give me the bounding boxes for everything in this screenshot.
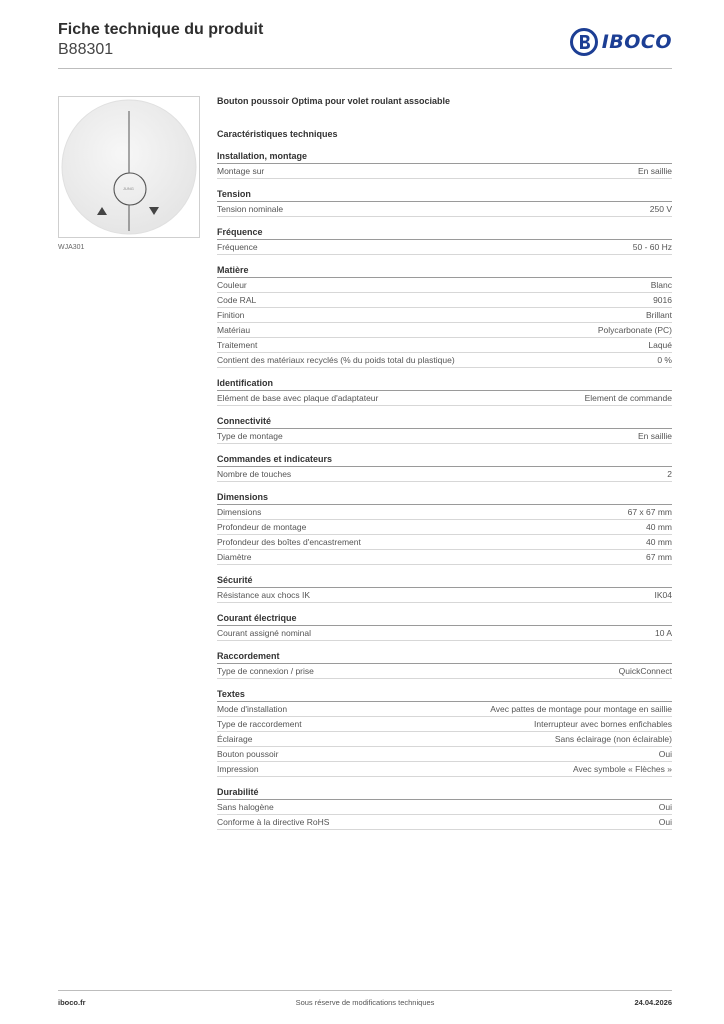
spec-group-title: Commandes et indicateurs bbox=[217, 454, 672, 467]
spec-row bbox=[217, 747, 672, 762]
spec-value: 67 mm bbox=[646, 552, 672, 562]
spec-label: Tension nominale bbox=[217, 204, 284, 214]
page-footer bbox=[58, 998, 672, 1010]
spec-heading: Caractéristiques techniques bbox=[217, 129, 338, 139]
product-reference: B88301 bbox=[58, 41, 114, 58]
logo-wordmark: IBOCO bbox=[601, 31, 672, 53]
spec-row bbox=[217, 800, 672, 815]
spec-value: Blanc bbox=[650, 280, 672, 290]
spec-value: 50 - 60 Hz bbox=[632, 242, 672, 252]
product-image bbox=[58, 96, 200, 238]
spec-value: QuickConnect bbox=[618, 666, 672, 676]
spec-value: 67 x 67 mm bbox=[627, 507, 672, 517]
spec-row bbox=[217, 535, 672, 550]
logo-emblem-icon bbox=[570, 28, 598, 56]
spec-value: 9016 bbox=[653, 295, 672, 305]
spec-row bbox=[217, 429, 672, 444]
spec-value: Laqué bbox=[648, 340, 672, 350]
spec-value: En saillie bbox=[637, 166, 672, 176]
document-title: Fiche technique du produit bbox=[58, 21, 264, 38]
spec-group-title: Fréquence bbox=[217, 227, 672, 240]
spec-row bbox=[217, 588, 672, 603]
image-caption: WJA301 bbox=[58, 244, 85, 251]
spec-value: Brillant bbox=[646, 310, 672, 320]
spec-group-title: Tension bbox=[217, 189, 672, 202]
spec-label: Matériau bbox=[217, 325, 251, 335]
spec-value: En saillie bbox=[637, 431, 672, 441]
spec-row bbox=[217, 550, 672, 565]
spec-group bbox=[217, 787, 672, 830]
spec-group-title: Matière bbox=[217, 265, 672, 278]
spec-group-title: Courant électrique bbox=[217, 613, 672, 626]
spec-row bbox=[217, 323, 672, 338]
spec-row bbox=[217, 732, 672, 747]
spec-row bbox=[217, 762, 672, 777]
spec-row bbox=[217, 308, 672, 323]
spec-label: Éclairage bbox=[217, 734, 253, 744]
spec-row bbox=[217, 391, 672, 406]
spec-label: Elément de base avec plaque d'adaptateur bbox=[217, 393, 379, 403]
spec-row bbox=[217, 278, 672, 293]
spec-row bbox=[217, 520, 672, 535]
spec-group bbox=[217, 689, 672, 777]
spec-group bbox=[217, 454, 672, 482]
spec-group-title: Sécurité bbox=[217, 575, 672, 588]
spec-value: 2 bbox=[667, 469, 672, 479]
spec-value: 40 mm bbox=[646, 537, 672, 547]
spec-row bbox=[217, 338, 672, 353]
spec-label: Montage sur bbox=[217, 166, 265, 176]
spec-row bbox=[217, 505, 672, 520]
spec-row bbox=[217, 467, 672, 482]
spec-row bbox=[217, 626, 672, 641]
spec-group-title: Connectivité bbox=[217, 416, 672, 429]
footer-divider bbox=[58, 990, 672, 991]
spec-group bbox=[217, 378, 672, 406]
spec-value: Oui bbox=[658, 749, 672, 759]
spec-value: Avec symbole « Flèches » bbox=[572, 764, 672, 774]
spec-label: Résistance aux chocs IK bbox=[217, 590, 311, 600]
spec-label: Profondeur de montage bbox=[217, 522, 307, 532]
spec-value: Element de commande bbox=[584, 393, 672, 403]
spec-value: 40 mm bbox=[646, 522, 672, 532]
device-brand-label: JUNG bbox=[123, 186, 134, 191]
spec-group bbox=[217, 651, 672, 679]
spec-label: Diamètre bbox=[217, 552, 252, 562]
spec-label: Nombre de touches bbox=[217, 469, 292, 479]
spec-group-title: Durabilité bbox=[217, 787, 672, 800]
spec-value: 10 A bbox=[654, 628, 672, 638]
spec-label: Bouton poussoir bbox=[217, 749, 279, 759]
spec-row bbox=[217, 717, 672, 732]
spec-group bbox=[217, 265, 672, 368]
spec-label: Sans halogène bbox=[217, 802, 274, 812]
header-divider bbox=[58, 68, 672, 69]
spec-group bbox=[217, 613, 672, 641]
product-name: Bouton poussoir Optima pour volet roulant associable bbox=[217, 96, 451, 106]
spec-label: Contient des matériaux recyclés (% du poids total du plastique) bbox=[217, 355, 455, 365]
spec-value: Interrupteur avec bornes enfichables bbox=[534, 719, 672, 729]
spec-row bbox=[217, 702, 672, 717]
spec-label: Dimensions bbox=[217, 507, 262, 517]
spec-group bbox=[217, 151, 672, 179]
spec-label: Finition bbox=[217, 310, 245, 320]
spec-label: Traitement bbox=[217, 340, 258, 350]
spec-row bbox=[217, 353, 672, 368]
spec-group-title: Identification bbox=[217, 378, 672, 391]
spec-label: Code RAL bbox=[217, 295, 257, 305]
spec-label: Type de montage bbox=[217, 431, 283, 441]
spec-label: Courant assigné nominal bbox=[217, 628, 312, 638]
footer-date: 24.04.2026 bbox=[634, 998, 672, 1007]
footer-notice: Sous réserve de modifications techniques bbox=[295, 998, 435, 1007]
spec-value: 250 V bbox=[649, 204, 672, 214]
spec-value: Sans éclairage (non éclairable) bbox=[554, 734, 672, 744]
spec-value: Oui bbox=[658, 802, 672, 812]
spec-label: Fréquence bbox=[217, 242, 258, 252]
spec-groups bbox=[217, 151, 672, 830]
spec-value: Polycarbonate (PC) bbox=[597, 325, 672, 335]
spec-row bbox=[217, 664, 672, 679]
spec-value: 0 % bbox=[657, 355, 672, 365]
spec-group bbox=[217, 575, 672, 603]
spec-label: Type de connexion / prise bbox=[217, 666, 314, 676]
spec-group-title: Raccordement bbox=[217, 651, 672, 664]
spec-label: Impression bbox=[217, 764, 259, 774]
spec-row bbox=[217, 164, 672, 179]
spec-label: Conforme à la directive RoHS bbox=[217, 817, 330, 827]
spec-group bbox=[217, 227, 672, 255]
spec-group-title: Dimensions bbox=[217, 492, 672, 505]
spec-group bbox=[217, 492, 672, 565]
spec-row bbox=[217, 815, 672, 830]
push-button-illustration bbox=[59, 97, 199, 237]
spec-value: Oui bbox=[658, 817, 672, 827]
spec-group-title: Installation, montage bbox=[217, 151, 672, 164]
spec-row bbox=[217, 202, 672, 217]
spec-group bbox=[217, 416, 672, 444]
spec-row bbox=[217, 240, 672, 255]
spec-label: Type de raccordement bbox=[217, 719, 302, 729]
spec-value: Avec pattes de montage pour montage en saillie bbox=[490, 704, 672, 714]
footer-website: iboco.fr bbox=[58, 998, 86, 1007]
brand-logo bbox=[570, 28, 672, 56]
spec-content bbox=[217, 94, 672, 830]
spec-label: Mode d'installation bbox=[217, 704, 288, 714]
spec-label: Couleur bbox=[217, 280, 247, 290]
spec-group bbox=[217, 189, 672, 217]
spec-row bbox=[217, 293, 672, 308]
spec-label: Profondeur des boîtes d'encastrement bbox=[217, 537, 361, 547]
spec-value: IK04 bbox=[654, 590, 672, 600]
page-header bbox=[58, 20, 672, 68]
spec-group-title: Textes bbox=[217, 689, 672, 702]
